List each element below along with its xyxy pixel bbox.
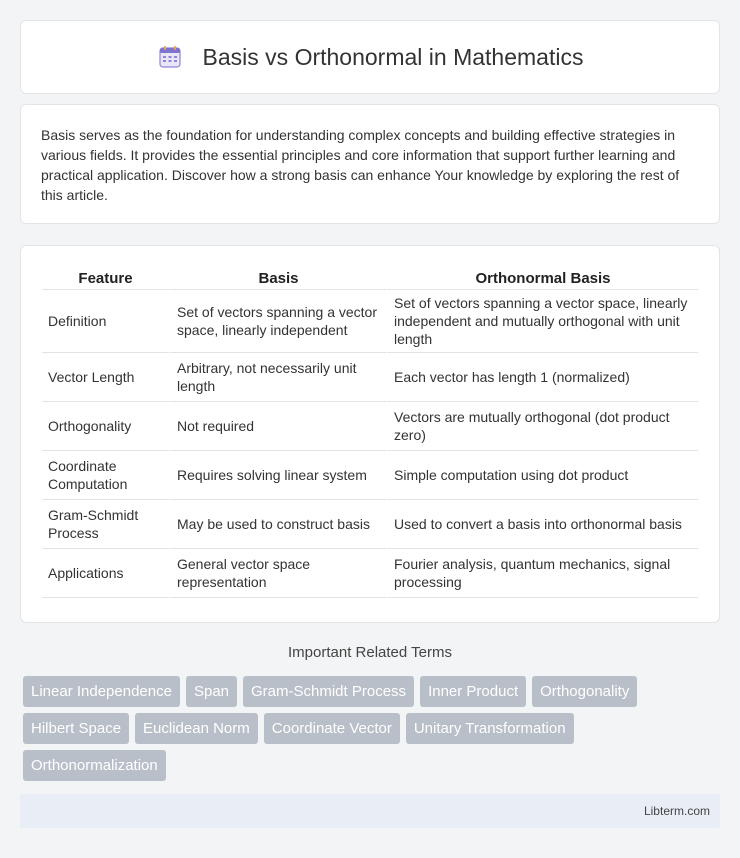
term-tag[interactable]: Inner Product bbox=[420, 676, 526, 707]
related-terms-list bbox=[23, 676, 723, 787]
footer-site-link[interactable]: Libterm.com bbox=[643, 804, 710, 818]
related-terms-heading: Important Related Terms bbox=[288, 644, 452, 661]
column-header: Orthonormal Basis bbox=[386, 266, 698, 290]
table-cell: Vector Length bbox=[42, 353, 169, 402]
table-row bbox=[42, 451, 698, 500]
table-cell: Set of vectors spanning a vector space, linearly independent and mutually orthogonal with unit length bbox=[386, 290, 698, 353]
table-row bbox=[42, 290, 698, 353]
term-tag[interactable]: Orthonormalization bbox=[23, 750, 166, 781]
term-tag[interactable]: Unitary Transformation bbox=[406, 713, 574, 744]
table-row bbox=[42, 500, 698, 549]
table-cell: Fourier analysis, quantum mechanics, signal processing bbox=[386, 549, 698, 598]
table-cell: Each vector has length 1 (normalized) bbox=[386, 353, 698, 402]
comparison-table bbox=[42, 266, 698, 598]
calendar-icon bbox=[157, 44, 183, 70]
term-tag[interactable]: Span bbox=[186, 676, 237, 707]
table-header-row bbox=[42, 266, 698, 290]
term-tag[interactable]: Orthogonality bbox=[532, 676, 637, 707]
table-row bbox=[42, 549, 698, 598]
table-cell: Coordinate Computation bbox=[42, 451, 169, 500]
table-row bbox=[42, 402, 698, 451]
table-cell: Simple computation using dot product bbox=[386, 451, 698, 500]
term-tag[interactable]: Euclidean Norm bbox=[135, 713, 258, 744]
table-cell: Definition bbox=[42, 290, 169, 353]
table-cell: Gram-Schmidt Process bbox=[42, 500, 169, 549]
table-cell: Vectors are mutually orthogonal (dot product zero) bbox=[386, 402, 698, 451]
term-tag[interactable]: Linear Independence bbox=[23, 676, 180, 707]
table-cell: Used to convert a basis into orthonormal basis bbox=[386, 500, 698, 549]
intro-text: Basis serves as the foundation for understanding complex concepts and building effective strategies in various fields. It provides the essential principles and core information that support further learning and practical application. Discover how a strong basis can enhance Your knowledge by exploring the rest of this article. bbox=[41, 127, 680, 203]
term-tag[interactable]: Coordinate Vector bbox=[264, 713, 400, 744]
table-cell: Arbitrary, not necessarily unit length bbox=[169, 353, 386, 402]
column-header: Feature bbox=[42, 266, 169, 290]
title-card bbox=[20, 20, 720, 94]
table-cell: Orthogonality bbox=[42, 402, 169, 451]
table-cell: May be used to construct basis bbox=[169, 500, 386, 549]
table-cell: Not required bbox=[169, 402, 386, 451]
table-cell: General vector space representation bbox=[169, 549, 386, 598]
intro-card bbox=[20, 104, 720, 224]
table-cell: Set of vectors spanning a vector space, linearly independent bbox=[169, 290, 386, 353]
footer bbox=[20, 794, 720, 828]
table-cell: Requires solving linear system bbox=[169, 451, 386, 500]
table-cell: Applications bbox=[42, 549, 169, 598]
table-row bbox=[42, 353, 698, 402]
term-tag[interactable]: Gram-Schmidt Process bbox=[243, 676, 414, 707]
page-title: Basis vs Orthonormal in Mathematics bbox=[202, 43, 584, 70]
column-header: Basis bbox=[169, 266, 386, 290]
comparison-card bbox=[20, 245, 720, 623]
term-tag[interactable]: Hilbert Space bbox=[23, 713, 129, 744]
